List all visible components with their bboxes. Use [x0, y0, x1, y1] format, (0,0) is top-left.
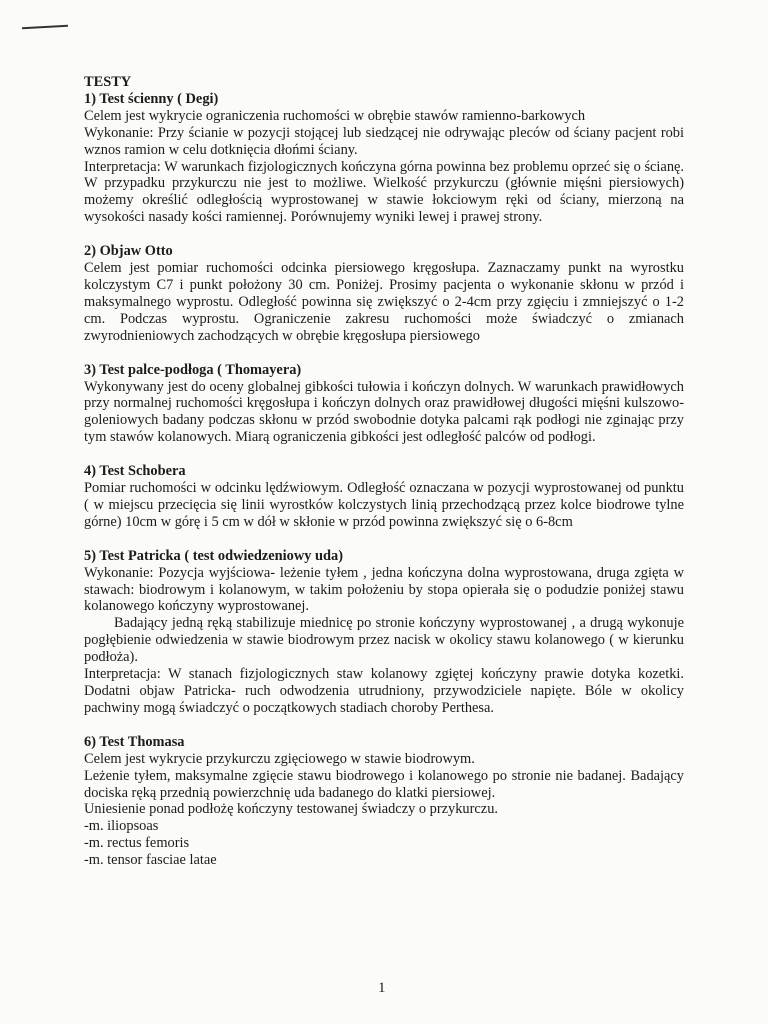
document-title: TESTY — [84, 74, 132, 90]
section-objaw-otto — [84, 243, 684, 344]
paragraph: Uniesienie ponad podłożę kończyny testowanej świadczy o przykurczu. — [84, 801, 498, 818]
paragraph: Pomiar ruchomości w odcinku lędźwiowym. Odległość oznaczana w pozycji wyprostowanej od punktu ( w miejscu przecięcia się linii wyrostków kolczystych linią przechodzącą przez kolce biodrowe tylne górne) 10cm w górę i 5 cm w dół w skłonie w przód powinna zwiększyć się o 6-8cm — [84, 480, 684, 530]
paragraph: Interpretacja: W warunkach fizjologicznych kończyna górna powinna bez problemu oprzeć się o ścianę. W przypadku przykurczu nie jest to możliwe. Wielkość przykurczu (głównie mięśni piersiowych) możemy określić odległością wyprostowanej w stawie łokciowym ręki od ściany, mierzoną na wysokości nasady kości ramiennej. Porównujemy wyniki lewej i prawej strony. — [84, 158, 684, 226]
section-test-scienny — [84, 91, 684, 226]
paragraph: Celem jest pomiar ruchomości odcinka piersiowego kręgosłupa. Zaznaczamy punkt na wyrostku kolczystym C7 i punkt położony 30 cm. Poniżej. Prosimy pacjenta o wykonanie skłonu w przód i maksymalnego wyprostu. Odległość powinna się zwiększyć o 2-4cm przy zgięciu i zmniejszyć o 1-2 cm. Podczas wyprostu. Ograniczenie zakresu ruchomości może świadczyć o zmianach zwyrodnieniowych zachodzących w obrębie kręgosłupa piersiowego — [84, 260, 684, 344]
section-test-schobera — [84, 463, 684, 531]
section-test-patricka — [84, 548, 684, 717]
list-item: -m. iliopsoas — [84, 818, 159, 835]
scan-artifact-line — [22, 25, 68, 29]
section-heading: 2) Objaw Otto — [84, 243, 173, 260]
paragraph: Celem jest wykrycie przykurczu zgięciowego w stawie biodrowym. — [84, 750, 475, 767]
section-heading: 6) Test Thomasa — [84, 733, 185, 750]
page-number: 1 — [378, 980, 386, 996]
section-heading: 4) Test Schobera — [84, 463, 186, 480]
paragraph: Wykonanie: Przy ścianie w pozycji stojącej lub siedzącej nie odrywając pleców od ściany pacjent robi wznos ramion w celu dotknięcia dłońmi ściany. — [84, 124, 684, 158]
section-heading: 1) Test ścienny ( Degi) — [84, 90, 219, 107]
section-test-thomasa — [84, 734, 684, 869]
paragraph: Badający jedną ręką stabilizuje miednicę po stronie kończyny wyprostowanej , a drugą wykonuje pogłębienie odwiedzenia w stawie biodrowym przez nacisk w okolicy stawu kolanowego ( w kierunku podłoża). — [84, 615, 684, 666]
section-heading: 3) Test palce-podłoga ( Thomayera) — [84, 361, 302, 378]
list-item: -m. rectus femoris — [84, 835, 190, 852]
document-page — [84, 74, 684, 886]
paragraph: Wykonanie: Pozycja wyjściowa- leżenie tyłem , jedna kończyna dolna wyprostowana, druga zgięta w stawach: biodrowym i kolanowym, w takim położeniu by stopa opierała się o podudzie poniżej stawu kolanowego kończyny wyprostowanej. — [84, 564, 684, 615]
section-test-palce-podloga — [84, 362, 684, 447]
list-item: -m. tensor fasciae latae — [84, 852, 217, 869]
section-heading: 5) Test Patricka ( test odwiedzeniowy uda) — [84, 547, 344, 564]
paragraph: Wykonywany jest do oceny globalnej gibkości tułowia i kończyn dolnych. W warunkach prawidłowych przy normalnej ruchomości kręgosłupa i kończyn dolnych oraz prawidłowej długości mięśni kulszowo-goleniowych badany podczas skłonu w przód swobodnie dotyka palcami rąk podłogi nie zginając przy tym stawów kolanowych. Miarą ograniczenia gibkości jest odległość palców od podłogi. — [84, 378, 684, 446]
paragraph: Celem jest wykrycie ograniczenia ruchomości w obrębie stawów ramienno-barkowych — [84, 107, 586, 124]
paragraph: Interpretacja: W stanach fizjologicznych staw kolanowy zgiętej kończyny prawie dotyka kozetki. Dodatni objaw Patricka- ruch odwodzenia utrudniony, przywodziciele napięte. Bóle w okolicy pachwiny mogą świadczyć o początkowych stadiach choroby Perthesa. — [84, 666, 684, 716]
paragraph: Leżenie tyłem, maksymalne zgięcie stawu biodrowego i kolanowego po stronie nie badanej. Badający dociska ręką przednią powierzchnię uda badanego do klatki piersiowej. — [84, 767, 684, 801]
